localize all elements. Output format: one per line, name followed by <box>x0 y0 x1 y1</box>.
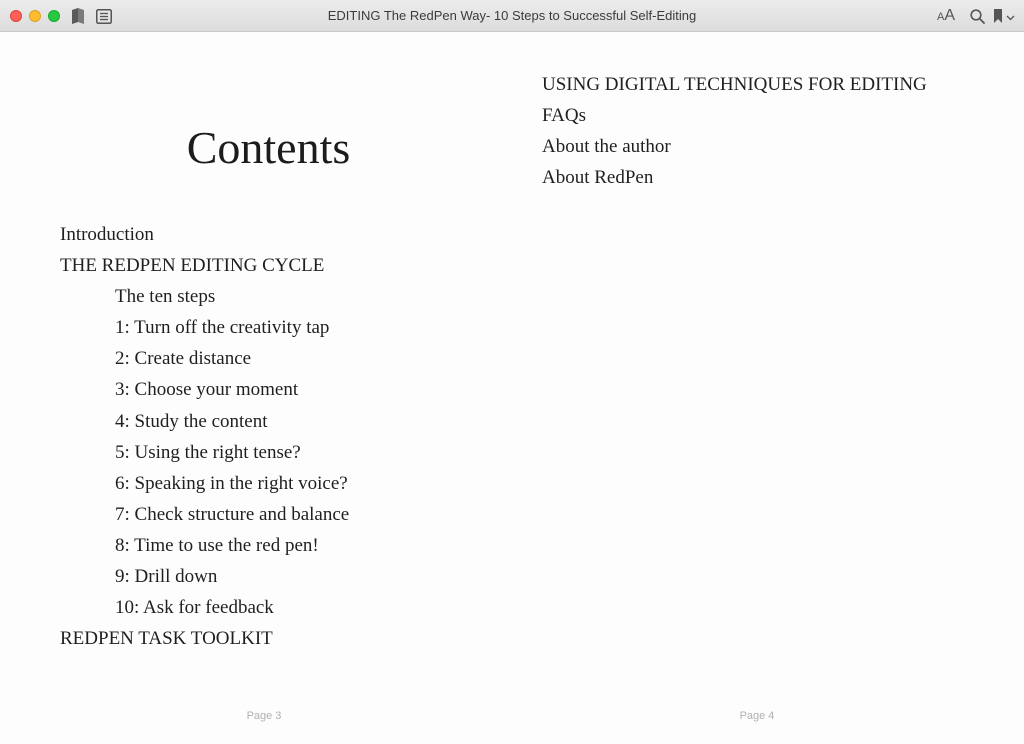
toc-entry[interactable]: 1: Turn off the creativity tap <box>115 317 330 339</box>
zoom-button[interactable] <box>48 10 60 22</box>
minimize-button[interactable] <box>29 10 41 22</box>
toc-entry[interactable]: 10: Ask for feedback <box>115 597 274 619</box>
toc-entry[interactable]: About RedPen <box>542 167 654 189</box>
title-bar <box>0 0 1024 32</box>
table-of-contents-button[interactable] <box>95 8 112 24</box>
toc-entry[interactable]: 4: Study the content <box>115 410 268 432</box>
toc-entry[interactable]: 2: Create distance <box>115 348 252 370</box>
toc-entry[interactable]: Introduction <box>60 224 154 245</box>
font-size-small-icon: A <box>937 11 945 23</box>
toc-entry[interactable]: USING DIGITAL TECHNIQUES FOR EDITING <box>542 74 927 95</box>
left-page <box>0 33 512 744</box>
page-number: Page 4 <box>739 710 775 722</box>
search-button[interactable] <box>969 8 985 24</box>
table-of-contents-list <box>60 219 349 654</box>
toc-entry[interactable]: FAQs <box>542 105 586 127</box>
toc-entry[interactable]: 5: Using the right tense? <box>115 441 301 463</box>
table-of-contents-list-continued <box>542 69 927 193</box>
contents-heading: Contents <box>186 122 351 173</box>
library-button[interactable] <box>70 8 86 24</box>
toc-entry[interactable]: 3: Choose your moment <box>115 379 299 401</box>
toc-entry[interactable]: 7: Check structure and balance <box>115 503 350 525</box>
close-button[interactable] <box>10 10 22 22</box>
toc-entry[interactable]: 8: Time to use the red pen! <box>115 534 319 556</box>
toc-entry[interactable]: The ten steps <box>115 286 216 308</box>
bookmark-button[interactable] <box>992 8 1016 24</box>
bookmark-icon <box>993 9 1003 23</box>
search-icon <box>970 9 985 24</box>
font-size-button[interactable] <box>937 7 955 25</box>
toc-entry[interactable]: 9: Drill down <box>115 566 218 588</box>
chevron-down-icon <box>1006 15 1015 21</box>
window-title: EDITING The RedPen Way- 10 Steps to Successful Self-Editing <box>327 8 697 23</box>
toc-entry[interactable]: REDPEN TASK TOOLKIT <box>60 628 273 650</box>
toc-entry[interactable]: 6: Speaking in the right voice? <box>115 472 348 494</box>
library-icon <box>71 8 85 24</box>
table-of-contents-icon <box>96 9 112 24</box>
font-size-large-icon: A <box>944 7 956 24</box>
page-number: Page 3 <box>246 710 282 722</box>
right-page <box>512 33 1024 744</box>
toc-entry[interactable]: THE REDPEN EDITING CYCLE <box>60 255 325 277</box>
toc-entry[interactable]: About the author <box>542 136 671 158</box>
